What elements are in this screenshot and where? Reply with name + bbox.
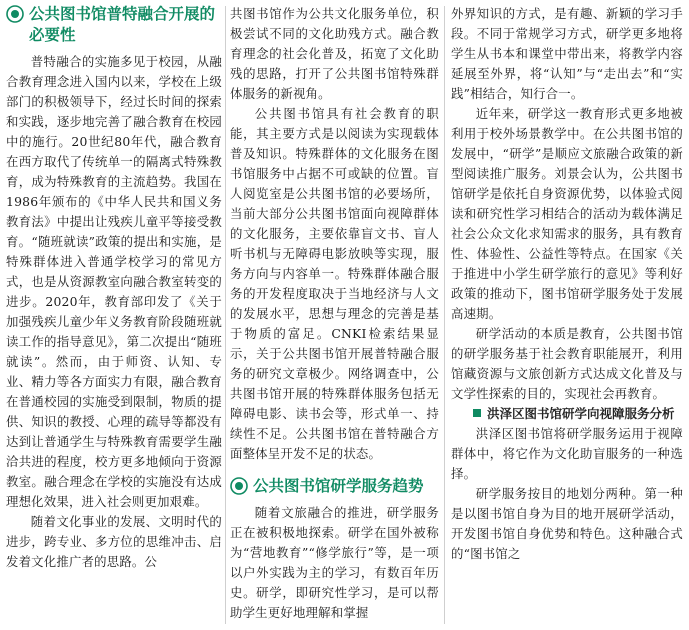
target-bullet-icon (230, 477, 248, 495)
paragraph: 研学活动的本质是教育，公共图书馆的研学服务基于社会教育职能展开，利用馆藏资源与文旅创新方式达成文化普及与文学性探索的目的，实现社会再教育。 (451, 326, 683, 401)
section-heading-study-trend (230, 476, 439, 497)
section-heading-necessity (6, 4, 222, 46)
column-divider (444, 6, 445, 624)
paragraph: 共图书馆作为公共文化服务单位，积极尝试不同的文化助残方式。融合教育理念的社会化普及，拓宽了文化助残的思路，打开了公共图书馆特殊群体服务的新视角。 (230, 6, 439, 101)
paragraph: 随着文化事业的发展、文明时代的进步，跨专业、多方位的思维冲击、启发着文化推广者的思路。公 (6, 514, 222, 569)
section-heading-text: 公共图书馆普特融合开展的必要性 (29, 5, 216, 44)
section-heading-text: 公共图书馆研学服务趋势 (253, 477, 424, 495)
column-divider (225, 6, 226, 624)
paragraph: 普特融合的实施多见于校园，从融合教育理念进入国内以来，学校在上级部门的积极领导下，经过长时间的探索和实践，逐步地完善了融合教育在校园中的施行。20世纪80年代，融合教育在西方取代了传统单一的隔离式特殊教育，成为特殊教育的主流趋势。我国在1986年颁布的《中华人民共和国义务教育法》中提出让残疾儿童平等接受教育。“随班就读”政策的提出和实施，是特殊群体进入普通学校学习的常见方式，也是从资源教室向融合教室转变的进步。2020年，教育部印发了《关于加强残疾儿童少年义务教育阶段随班就读工作的指导意见》，第二次提出“随班就读”。然而，由于师资、认知、专业、精力等各方面实力有限，融合教育在普通校园的实施受到限制，物质的提供、知识的教授、心理的疏导等都没有达到让普通学生与特殊教育需要学生融洽共进的程度，校方更多地倾向于资源教室。融合理念在学校的实施没有达成理想化效果，进入社会则更加艰难。 (6, 54, 222, 509)
paragraph: 随着文旅融合的推进，研学服务正在被积极地探索。研学在国外被称为“营地教育”“修学旅行”等，是一项以户外实践为主的学习，有数百年历史。研学，即研究性学习，是可以帮助学生更好地理解和掌握 (230, 505, 439, 620)
column-3 (451, 4, 683, 630)
paragraph: 外界知识的方式，是有趣、新颖的学习手段。不同于常规学习方式，研学更多地将学生从书本和课堂中带出来，将教学内容延展至外界，将“认知”与“走出去”和“实践”相结合，知行合一。 (451, 6, 683, 101)
paragraph: 洪泽区图书馆将研学服务运用于视障群体中，将它作为文化助盲服务的一种选择。 (451, 426, 683, 481)
subsection-heading (451, 404, 683, 424)
paragraph: 近年来，研学这一教育形式更多地被利用于校外场景教学中。在公共图书馆的发展中，“研学”是顺应文旅融合政策的新型阅读推广服务。刘景会认为，公共图书馆研学是依托自身资源优势，以体验式阅读和研究性学习相结合的活动为载体满足社会公众文化求知需求的服务，具有教育性、体验性、公益性等特点。在国家《关于推进中小学生研学旅行的意见》等利好政策的推动下，图书馆研学服务处于发展高速期。 (451, 106, 683, 321)
paragraph: 公共图书馆具有社会教育的职能，其主要方式是以阅读为实现载体普及知识。特殊群体的文化服务在图书馆服务中占据不可或缺的位置。盲人阅览室是公共图书馆的必要场所，当前大部分公共图书馆面向视障群体的文化服务，主要依靠盲文书、盲人听书机与无障碍电影放映等实现，服务方向与内容单一。特殊群体融合服务的开发程度取决于当地经济与人文的发展水平，思想与理念的完善是基于物质的富足。CNKI检索结果显示，关于公共图书馆开展普特融合服务的研究文章极少。网络调查中，公共图书馆开展的特殊群体服务包括无障碍电影、读书会等，形式单一、持续性不足。公共图书馆在普特融合方面整体呈开发不足的状态。 (230, 106, 439, 461)
column-2 (230, 4, 439, 630)
target-bullet-icon (6, 5, 24, 23)
square-bullet-icon (473, 409, 481, 417)
subsection-heading-text: 洪泽区图书馆研学向视障服务分析 (487, 406, 675, 421)
column-1 (6, 4, 222, 630)
paragraph: 研学服务按目的地划分两种。第一种是以图书馆自身为目的地开展研学活动，开发图书馆自身优势和特色。这种融合式的“图书馆之 (451, 486, 683, 561)
